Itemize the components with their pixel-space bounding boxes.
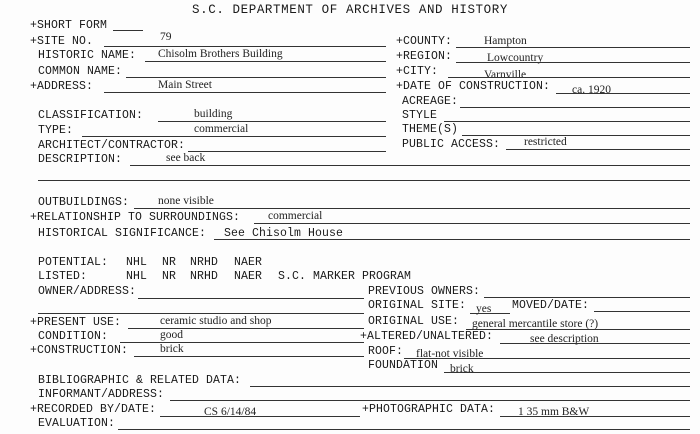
owner-label: OWNER/ADDRESS:: [38, 285, 137, 298]
themes-line: [462, 135, 690, 136]
region-value[interactable]: Lowcountry: [487, 52, 544, 64]
common-name-label: COMMON NAME:: [38, 65, 123, 78]
recorded-by-value[interactable]: CS 6/14/84: [204, 406, 257, 418]
region-label: +REGION:: [396, 50, 453, 63]
description-value[interactable]: see back: [166, 152, 206, 164]
owner-line-1: [138, 298, 364, 299]
historic-name-line: [145, 61, 386, 62]
city-label: +CITY:: [396, 65, 439, 78]
classification-line: [158, 121, 386, 122]
acreage-line: [460, 107, 690, 108]
type-label: TYPE:: [38, 124, 74, 137]
significance-value[interactable]: See Chisolm House: [224, 227, 344, 240]
condition-line: [120, 342, 364, 343]
site-no-value[interactable]: 79: [160, 31, 172, 43]
original-site-value[interactable]: yes: [476, 303, 492, 315]
site-no-line: [104, 46, 386, 47]
photographic-label: +PHOTOGRAPHIC DATA:: [362, 403, 496, 416]
listed-nr[interactable]: NR: [162, 270, 177, 283]
moved-date-label: MOVED/DATE:: [512, 299, 590, 312]
address-label: +ADDRESS:: [30, 80, 94, 93]
original-use-line: [466, 329, 690, 330]
style-line: [444, 121, 690, 122]
classification-value[interactable]: building: [194, 108, 233, 120]
date-construction-value[interactable]: ca. 1920: [572, 84, 611, 96]
historic-name-value[interactable]: Chisolm Brothers Building: [158, 48, 283, 60]
condition-label: CONDITION:: [38, 330, 109, 343]
evaluation-label: EVALUATION:: [38, 417, 116, 430]
potential-naer[interactable]: NAER: [234, 256, 263, 269]
photographic-line: [500, 416, 690, 417]
bibliographic-line: [250, 386, 690, 387]
county-label: +COUNTY:: [396, 35, 453, 48]
address-value[interactable]: Main Street: [158, 79, 212, 91]
condition-value[interactable]: good: [160, 329, 183, 341]
listed-sc-marker[interactable]: S.C. MARKER PROGRAM: [278, 270, 412, 283]
altered-line: [500, 343, 690, 344]
description-line-2: [38, 180, 690, 181]
moved-date-line: [594, 311, 690, 312]
listed-nhl[interactable]: NHL: [126, 270, 148, 283]
architect-line: [188, 151, 386, 152]
county-value[interactable]: Hampton: [484, 35, 527, 47]
foundation-label: FOUNDATION: [368, 359, 439, 372]
form-type-label: +SHORT FORM: [30, 19, 108, 32]
original-site-label: ORIGINAL SITE:: [368, 299, 467, 312]
style-label: STYLE: [402, 109, 438, 122]
potential-nrhd[interactable]: NRHD: [190, 256, 219, 269]
acreage-label: ACREAGE:: [402, 95, 459, 108]
potential-label: POTENTIAL:: [38, 256, 109, 269]
owner-line-2: [38, 313, 364, 314]
site-no-label: +SITE NO.: [30, 35, 94, 48]
public-access-value[interactable]: restricted: [524, 136, 567, 148]
outbuildings-label: OUTBUILDINGS:: [38, 196, 130, 209]
construction-value[interactable]: brick: [160, 343, 184, 355]
original-use-label: ORIGINAL USE:: [368, 315, 460, 328]
public-access-label: PUBLIC ACCESS:: [402, 138, 501, 151]
significance-label: HISTORICAL SIGNIFICANCE:: [38, 227, 207, 240]
architect-label: ARCHITECT/CONTRACTOR:: [38, 139, 186, 152]
construction-label: +CONSTRUCTION:: [30, 344, 129, 357]
listed-label: LISTED:: [38, 270, 88, 283]
recorded-by-label: +RECORDED BY/DATE:: [30, 403, 157, 416]
themes-label: THEME(S): [402, 123, 459, 136]
county-line: [456, 47, 690, 48]
informant-label: INFORMANT/ADDRESS:: [38, 388, 165, 401]
foundation-line: [444, 372, 690, 373]
altered-label: +ALTERED/UNALTERED:: [360, 330, 494, 343]
region-line: [456, 62, 690, 63]
bibliographic-label: BIBLIOGRAPHIC & RELATED DATA:: [38, 374, 242, 387]
public-access-line: [506, 149, 690, 150]
photographic-value[interactable]: 1 35 mm B&W: [518, 406, 590, 418]
type-value[interactable]: commercial: [194, 123, 249, 135]
address-line: [104, 92, 386, 93]
form-type-line: [113, 30, 143, 31]
outbuildings-value[interactable]: none visible: [158, 195, 214, 207]
relationship-line: [254, 223, 690, 224]
city-value[interactable]: Varnville: [484, 69, 527, 81]
type-line: [82, 136, 386, 137]
roof-value[interactable]: flat-not visible: [416, 348, 484, 360]
listed-nrhd[interactable]: NRHD: [190, 270, 219, 283]
classification-label: CLASSIFICATION:: [38, 109, 144, 122]
informant-line: [170, 400, 690, 401]
roof-label: ROOF:: [368, 345, 404, 358]
evaluation-line: [118, 429, 690, 430]
altered-value[interactable]: see description: [530, 333, 599, 345]
previous-owners-label: PREVIOUS OWNERS:: [368, 285, 481, 298]
present-use-label: +PRESENT USE:: [30, 316, 122, 329]
description-line-1: [130, 165, 690, 166]
historic-name-label: HISTORIC NAME:: [38, 49, 137, 62]
construction-line: [134, 356, 364, 357]
original-use-value[interactable]: general mercantile store (?): [472, 318, 599, 330]
roof-line: [404, 358, 690, 359]
date-construction-line: [556, 93, 690, 94]
relationship-label: +RELATIONSHIP TO SURROUNDINGS:: [30, 211, 241, 224]
significance-line: [214, 239, 690, 240]
document-title: S.C. DEPARTMENT OF ARCHIVES AND HISTORY: [192, 3, 508, 17]
recorded-by-line: [160, 416, 360, 417]
description-label: DESCRIPTION:: [38, 153, 123, 166]
outbuildings-line: [134, 208, 690, 209]
original-site-line: [470, 313, 510, 314]
common-name-line: [126, 77, 386, 78]
present-use-value[interactable]: ceramic studio and shop: [160, 315, 272, 327]
potential-nhl[interactable]: NHL: [126, 256, 148, 269]
listed-naer[interactable]: NAER: [234, 270, 263, 283]
foundation-value[interactable]: brick: [450, 363, 474, 375]
previous-owners-line: [484, 297, 690, 298]
potential-nr[interactable]: NR: [162, 256, 177, 269]
city-line: [448, 77, 690, 78]
relationship-value[interactable]: commercial: [268, 210, 323, 222]
date-construction-label: +DATE OF CONSTRUCTION:: [396, 80, 551, 93]
